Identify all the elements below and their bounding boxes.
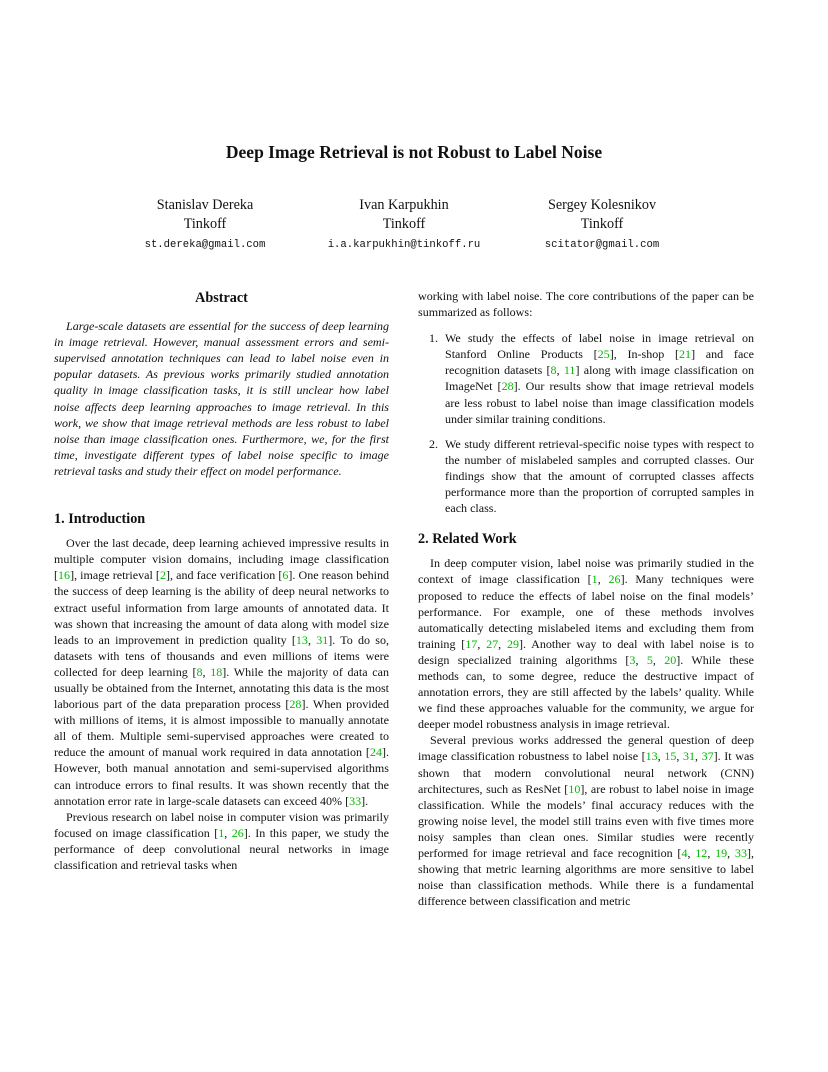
author-block	[95, 196, 315, 252]
abstract-text: Large-scale datasets are essential for the success of deep learning in image retrieval. However, manual assessment errors and semi-supervised annotation techniques can lead to label noise even in popular datasets. As previous works primarily studied annotation quality in image classification tasks, it is still unclear how label noise affects deep learning approaches to image retrieval. In this work, we show that image retrieval methods are less robust to label noise than image classification ones. Furthermore, we, for the first time, investigate different types of label noise specific to image retrieval tasks and study their effect on model performance.	[54, 319, 389, 478]
author-block	[294, 196, 514, 252]
author-affiliation: Tinkoff	[183, 216, 227, 232]
citation-link[interactable]: 15	[664, 749, 677, 764]
section-heading-related-work: 2. Related Work	[418, 531, 517, 548]
right-column	[418, 288, 754, 909]
paper-title: Deep Image Retrieval is not Robust to Label Noise	[225, 142, 603, 162]
citation-link[interactable]: 33	[349, 793, 362, 808]
citation-link[interactable]: 18	[210, 664, 223, 679]
author-name: Stanislav Dereka	[156, 197, 254, 213]
citation-link[interactable]: 26	[231, 825, 244, 840]
citation-link[interactable]: 13	[645, 749, 658, 764]
citation-link[interactable]: 2	[159, 568, 166, 583]
citation-link[interactable]: 19	[715, 846, 728, 860]
citation-link[interactable]: 12	[695, 846, 708, 860]
list-item-number: 2.	[429, 436, 439, 451]
author-affiliation: Tinkoff	[580, 216, 624, 232]
citation-link[interactable]: 21	[679, 347, 692, 362]
list-item-text: We study different retrieval-specific noise types with respect to the number of mislabeled samples and corrupted classes. Our findings show that the amount of corrupted classes affects performance more than the proportion of corrupted samples in each class.	[445, 436, 754, 516]
citation-link[interactable]: 26	[608, 572, 621, 587]
list-item	[418, 436, 754, 516]
citation-link[interactable]: 11	[563, 363, 576, 378]
citation-link[interactable]: 17	[465, 636, 478, 651]
citation-link[interactable]: 31	[682, 749, 696, 764]
author-name: Sergey Kolesnikov	[547, 197, 657, 213]
citation-link[interactable]: 20	[664, 652, 677, 667]
citation-link[interactable]: 28	[289, 697, 302, 712]
citation-link[interactable]: 1	[218, 825, 225, 840]
author-name: Ivan Karpukhin	[359, 197, 449, 213]
related-paragraph-1: In deep computer vision, label noise was primarily studied in the context of image classification [1, 26]. Many techniques were proposed to reduce the effects of label noise on the final models’ performance. For example, one of these methods involves automatically detecting mislabeled items and excluding them from training [17, 27, 29]. Another way to deal with label noise is to design specialized training algorithms [3, 5, 20]. While these methods can, to some degree, reduce the destructive impact of annotation errors, they are still affected by the labels’ quality. While we find these approaches valuable for the community, we argue for deeper model robustness analysis in image retrieval.	[418, 556, 754, 732]
citation-link[interactable]: 31	[316, 632, 329, 647]
citation-link[interactable]: 10	[568, 781, 581, 796]
citation-link[interactable]: 4	[681, 846, 688, 860]
list-item-number: 1.	[429, 331, 439, 346]
citation-link[interactable]: 25	[597, 347, 610, 362]
author-email: scitator@gmail.com	[544, 239, 660, 251]
author-email: i.a.karpukhin@tinkoff.ru	[327, 239, 481, 251]
citation-link[interactable]: 1	[591, 572, 598, 587]
citation-link[interactable]: 13	[295, 632, 308, 647]
citation-link[interactable]: 33	[734, 846, 747, 860]
citation-link[interactable]: 8	[550, 363, 557, 378]
contributions-lead: working with label noise. The core contributions of the paper can be summarized as follows:	[418, 289, 754, 320]
contributions-list	[418, 330, 754, 516]
citation-link[interactable]: 6	[282, 568, 289, 583]
abstract-heading: Abstract	[195, 290, 248, 306]
citation-link[interactable]: 24	[369, 745, 382, 760]
related-paragraph-2: Several previous works addressed the general question of deep image classification robustness to label noise [13, 15, 31, 37]. It was shown that modern convolutional neural network (CNN) architectures, such as ResNet [10], are robust to label noise in image classification. While the models’ final accuracy reduces with the growing noise level, the model still trains even with five times more noisy samples than clean ones. Similar studies were recently performed for image retrieval and face recognition [4, 12, 19, 33], showing that metric learning algorithms are more sensitive to label noise than classification methods. While there is a fundamental difference between classification and metric	[418, 733, 755, 909]
list-item-text: We study the effects of label noise in image retrieval on Stanford Online Products [25], In-shop [21] and face recognition datasets [8, 11] along with image classification on ImageNet [28]. Our results show that image retrieval models are less robust to label noise than image classification models under similar training conditions.	[445, 331, 754, 426]
section-heading-introduction: 1. Introduction	[54, 511, 146, 528]
intro-paragraph-1: Over the last decade, deep learning achieved impressive results in multiple computer vision domains, including image classification [16], image retrieval [2], and face verification [6]. One reason behind the success of deep learning is the ability of deep neural networks to extract useful information from large amounts of annotated data. It was shown that increasing the amount of data along with model size leads to an improvement in prediction quality [13, 31]. To do so, datasets with tens of thousands and even millions of items were collected for deep learning [8, 18]. While the majority of data can usually be obtained from the Internet, annotating this data is the most laborious part of the data preparation process [28]. When provided with millions of items, it is almost impossible to manually annotate all of them. Multiple semi-supervised approaches were created to reduce the amount of manual work required in data annotation [24]. However, both manual annotation and semi-supervised algorithms can introduce errors to final results. It was shown recently that the annotation error rate in large-scale datasets can exceed 40% [33].	[54, 536, 390, 808]
intro-paragraph-2: Previous research on label noise in computer vision was primarily focused on image classification [1, 26]. In this paper, we study the performance of deep convolutional neural networks in image classification and retrieval tasks when	[54, 809, 389, 872]
citation-link[interactable]: 29	[506, 636, 519, 651]
list-item	[418, 330, 754, 427]
citation-link[interactable]: 16	[58, 568, 71, 583]
left-column	[54, 288, 389, 873]
citation-link[interactable]: 28	[501, 379, 514, 394]
citation-link[interactable]: 5	[646, 652, 653, 667]
author-email: st.dereka@gmail.com	[144, 239, 266, 251]
author-affiliation: Tinkoff	[382, 216, 426, 232]
citation-link[interactable]: 3	[629, 652, 636, 667]
author-block	[492, 196, 712, 252]
citation-link[interactable]: 27	[486, 636, 499, 651]
citation-link[interactable]: 37	[701, 749, 714, 764]
citation-link[interactable]: 8	[196, 664, 203, 679]
